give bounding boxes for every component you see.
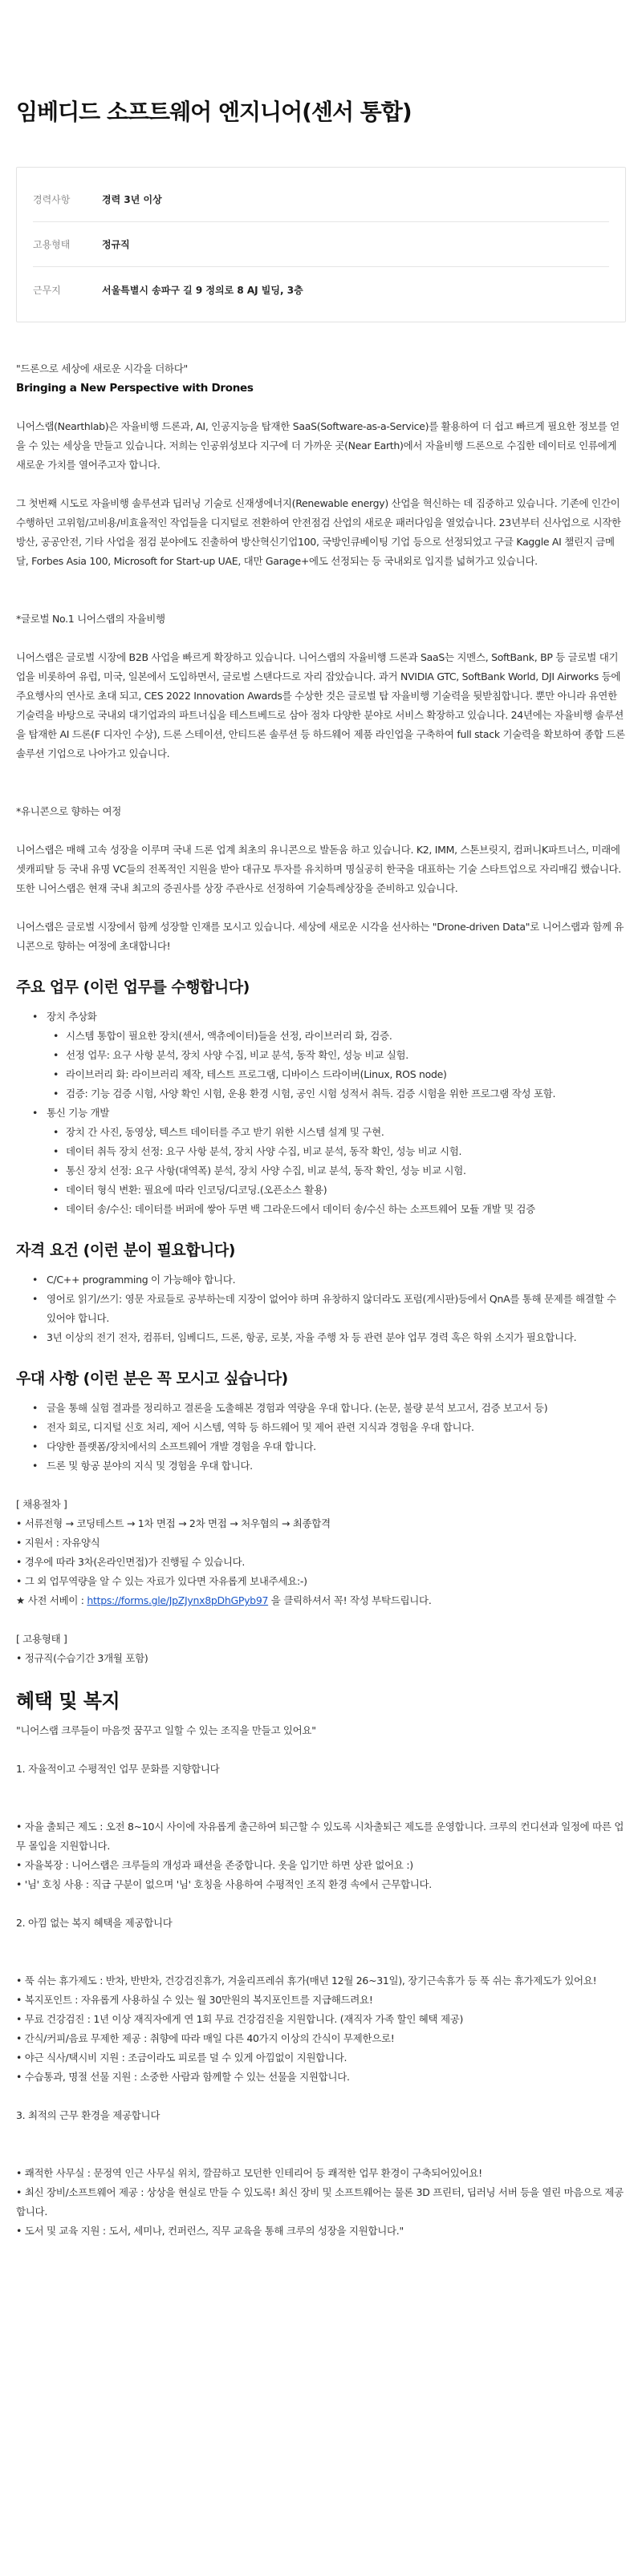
duty-sublist bbox=[47, 1027, 626, 1104]
info-value: 정규직 bbox=[102, 239, 130, 250]
preferred-list bbox=[16, 1399, 626, 1476]
benefit-item: • 야근 식사/택시비 지원 : 조금이라도 피로를 덜 수 있게 아낌없이 지원합니다. bbox=[16, 2051, 347, 2064]
unicorn-paragraph: 니어스랩은 매해 고속 성장을 이루며 국내 드론 업계 최초의 유니콘으로 발돋움 하고 있습니다. K2, IMM, 스톤브릿지, 컴퍼니K파트너스, 미래에셋캐피탈 등 국내 유명 VC들의 전폭적인 지원을 받아 대규모 투자를 유치하며 명실공히 한국을 대표하는 기술 스타트업으로 자리매김 했습니다. 또한 니어스랩은 현재 국내 최고의 증권사를 상장 주관사로 선정하여 기술특례상장을 준비하고 있습니다. bbox=[16, 844, 621, 894]
info-row-career bbox=[33, 177, 609, 222]
process-line: • 지원서 : 자유양식 bbox=[16, 1537, 100, 1549]
employment-heading: [ 고용형태 ] bbox=[16, 1633, 67, 1645]
section-heading: *유니콘으로 향하는 여정 bbox=[16, 805, 122, 817]
list-item: • 3년 이상의 전기 전자, 컴퓨터, 임베디드, 드론, 항공, 로봇, 자율 주행 차 등 관련 분야 업무 경력 혹은 학위 소지가 필요합니다. bbox=[16, 1328, 626, 1347]
list-item: • 선정 업무: 요구 사항 분석, 장치 사양 수집, 비교 분석, 동작 확인, 성능 비교 실험. bbox=[47, 1046, 626, 1065]
list-item: • 전자 회로, 디지털 신호 처리, 제어 시스템, 역학 등 하드웨어 및 제어 관련 지식과 경험을 우대 합니다. bbox=[16, 1418, 626, 1437]
section-heading: *글로벌 No.1 니어스랩의 자율비행 bbox=[16, 613, 165, 625]
list-item: • 글을 통해 실험 결과를 정리하고 결론을 도출해본 경험과 역량을 우대 합니다. (논문, 불량 분석 보고서, 검증 보고서 등) bbox=[16, 1399, 626, 1418]
benefit-item: • 최신 장비/소프트웨어 제공 : 상상을 현실로 만들 수 있도록! 최신 장비 및 소프트웨어는 물론 3D 프린터, 딥러닝 서버 등을 열린 마음으로 제공합니다. bbox=[16, 2186, 624, 2218]
benefit-item: • 도서 및 교육 지원 : 도서, 세미나, 컨퍼런스, 직무 교육을 통해 크루의 성장을 지원합니다." bbox=[16, 2225, 404, 2237]
benefits-section-title: 2. 아낌 없는 복지 혜택을 제공합니다 bbox=[16, 1917, 173, 1929]
process-line: • 경우에 따라 3차(온라인면접)가 진행될 수 있습니다. bbox=[16, 1556, 246, 1568]
intro-quote: "드론으로 세상에 새로운 시각을 더하다" bbox=[16, 363, 188, 375]
survey-note: 을 클릭하셔서 꼭! 작성 부탁드립니다. bbox=[268, 1594, 432, 1606]
job-info-box bbox=[16, 167, 626, 322]
list-item: • 데이터 송/수신: 데이터를 버퍼에 쌓아 두면 백 그라운드에서 데이터 송/수신 하는 소프트웨어 모듈 개발 및 검증 bbox=[47, 1200, 626, 1219]
info-value: 서울특별시 송파구 길 9 정의로 8 AJ 빌딩, 3층 bbox=[102, 284, 303, 296]
preferred-heading: 우대 사항 (이런 분은 꼭 모시고 싶습니다) bbox=[16, 1370, 288, 1387]
survey-label: ★ 사전 서베이 : bbox=[16, 1594, 87, 1606]
process-heading: [ 채용절차 ] bbox=[16, 1498, 67, 1510]
intro-paragraph: 니어스랩(Nearthlab)은 자율비행 드론과, AI, 인공지능을 탑재한 SaaS(Software-as-a-Service)를 활용하여 더 쉽고 빠르게 필요한 정보를 얻을 수 있는 세상을 만들고 있습니다. 저희는 인공위성보다 지구에 더 가까운 곳(Near Earth)에서 자율비행 드론으로 수집한 데이터로 인류에게 새로운 가치를 열어주고자 합니다. bbox=[16, 420, 620, 471]
benefits-quote: "니어스랩 크루들이 마음껏 꿈꾸고 일할 수 있는 조직을 만들고 있어요" bbox=[16, 1724, 316, 1736]
list-item: • 데이터 취득 장치 선정: 요구 사항 분석, 장치 사양 수집, 비교 분석, 동작 확인, 성능 비교 시험. bbox=[47, 1142, 626, 1161]
benefit-item: • 자율복장 : 니어스랩은 크루들의 개성과 패션을 존중합니다. 옷을 입기만 하면 상관 없어요 :) bbox=[16, 1859, 413, 1871]
list-item: • 라이브러리 화: 라이브러리 제작, 테스트 프로그램, 디바이스 드라이버(Linux, ROS node) bbox=[47, 1065, 626, 1084]
requirements-heading: 자격 요건 (이런 분이 필요합니다) bbox=[16, 1241, 235, 1259]
duty-group-title: 장치 추상화 bbox=[47, 1011, 97, 1023]
list-item: • 통신 장치 선정: 요구 사항(대역폭) 분석, 장치 사양 수집, 비교 분석, 동작 확인, 성능 비교 시험. bbox=[47, 1161, 626, 1181]
list-item: • 다양한 플랫폼/장치에서의 소프트웨어 개발 경험을 우대 합니다. bbox=[16, 1437, 626, 1456]
info-row-location bbox=[33, 267, 609, 312]
requirements-list bbox=[16, 1270, 626, 1347]
info-label: 고용형태 bbox=[33, 239, 71, 250]
duties-heading: 주요 업무 (이런 업무를 수행합니다) bbox=[16, 978, 250, 996]
survey-line bbox=[16, 1591, 626, 1610]
list-item: • 장치 간 사진, 동영상, 텍스트 데이터를 주고 받기 위한 시스템 설계 및 구현. bbox=[47, 1123, 626, 1142]
benefit-item: • 복지포인트 : 자유롭게 사용하실 수 있는 월 30만원의 복지포인트를 지급해드려요! bbox=[16, 1994, 373, 2006]
intro-slogan: Bringing a New Perspective with Drones bbox=[16, 382, 254, 395]
list-item: • 영어로 읽기/쓰기: 영문 자료들로 공부하는데 지장이 없어야 하며 유창하지 않더라도 포럼(게시판)등에서 QnA를 통해 문제를 해결할 수 있어야 합니다. bbox=[16, 1290, 626, 1328]
intro-paragraph: 그 첫번째 시도로 자율비행 솔루션과 딥러닝 기술로 신재생에너지(Renewable energy) 산업을 혁신하는 데 집중하고 있습니다. 기존에 인간이 수행하던 고위험/고비용/비효율적인 작업들을 디지털로 전환하여 안전점검 산업의 새로운 패러다임을 열었습니다. 23년부터 신사업으로 시작한 방산, 공공안전, 기타 사업을 점검 분야에도 진출하여 방산혁신기업100, 국방인큐베이팅 기업 등으로 선정되었고 구글 Kaggle AI 챌린지 금메달, Forbes Asia 100, Microsoft for Start-up UAE, 대만 Garage+에도 선정되는 등 국내외로 입지를 넓혀가고 있습니다. bbox=[16, 497, 621, 567]
employment-line: • 정규직(수습기간 3개월 포함) bbox=[16, 1652, 148, 1664]
job-posting-page bbox=[0, 96, 642, 2241]
list-item: • C/C++ programming 이 가능해야 합니다. bbox=[16, 1270, 626, 1290]
duty-sublist bbox=[47, 1123, 626, 1219]
survey-link[interactable]: https://forms.gle/JpZJynx8pDhGPyb97 bbox=[87, 1594, 269, 1606]
list-item: • 검증: 기능 검증 시험, 사양 확인 시험, 운용 환경 시험, 공인 시험 성적서 취득. 검증 시험을 위한 프로그램 작성 포함. bbox=[47, 1084, 626, 1104]
benefits-heading: 혜택 및 복지 bbox=[16, 1690, 120, 1712]
global-paragraph: 니어스랩은 글로벌 시장에 B2B 사업을 빠르게 확장하고 있습니다. 니어스랩의 자율비행 드론과 SaaS는 지멘스, SoftBank, BP 등 글로벌 대기업을 비롯하여 유럽, 미국, 일본에서 도입하면서, 글로벌 스탠다드로 자리 잡았습니다. 과거 NVIDIA GTC, SoftBank World, DJI Airworks 등에 주요행사의 연사로 초대 되고, CES 2022 Innovation Awards를 수상한 것은 글로벌 탑 자율비행 기술력을 뒷받침합니다. 뿐만 아니라 유연한 기술력을 바탕으로 국내외 대기업과의 파트너십을 테스트베드로 삼아 점차 다양한 분야로 서비스 확장하고 있습니다. 24년에는 자율비행 솔루션을 탑재한 AI 드론(F 디자인 수상), 드론 스테이션, 안티드론 솔루션 등 하드웨어 제품 라인업을 구축하여 full stack 기술력을 확보하여 종합 드론 솔루션 기업으로 나아가고 있습니다. bbox=[16, 651, 625, 759]
job-title: 임베디드 소프트웨어 엔지니어(센서 통합) bbox=[16, 99, 412, 125]
job-description bbox=[16, 359, 626, 2241]
list-item bbox=[16, 1104, 626, 1219]
list-item bbox=[16, 1007, 626, 1104]
benefits-section-title: 1. 자율적이고 수평적인 업무 문화를 지향합니다 bbox=[16, 1763, 220, 1775]
unicorn-paragraph: 니어스랩은 글로벌 시장에서 함께 성장할 인재를 모시고 있습니다. 세상에 새로운 시각을 선사하는 "Drone-driven Data"로 니어스랩과 함께 유니콘으로 향하는 여정에 초대합니다! bbox=[16, 921, 624, 952]
duty-group-title: 통신 기능 개발 bbox=[47, 1107, 109, 1119]
benefit-item: • 푹 쉬는 휴가제도 : 반차, 반반차, 건강검진휴가, 겨울리프레쉬 휴가(매년 12월 26~31일), 장기근속휴가 등 푹 쉬는 휴가제도가 있어요! bbox=[16, 1975, 597, 1987]
info-value: 경력 3년 이상 bbox=[102, 194, 162, 205]
list-item: • 드론 및 항공 분야의 지식 및 경험을 우대 합니다. bbox=[16, 1456, 626, 1476]
list-item: • 데이터 형식 변환: 필요에 따라 인코딩/디코딩.(오픈소스 활용) bbox=[47, 1181, 626, 1200]
process-line: • 그 외 업무역량을 알 수 있는 자료가 있다면 자유롭게 보내주세요:-) bbox=[16, 1575, 307, 1587]
duties-list bbox=[16, 1007, 626, 1219]
info-label: 근무지 bbox=[33, 284, 61, 296]
info-label: 경력사항 bbox=[33, 194, 71, 205]
benefit-item: • 수습통과, 명절 선물 지원 : 소중한 사람과 함께할 수 있는 선물을 지원합니다. bbox=[16, 2071, 350, 2083]
benefit-item: • 무료 건강검진 : 1년 이상 재직자에게 연 1회 무료 건강검진을 지원합니다. (재직자 가족 할인 혜택 제공) bbox=[16, 2013, 464, 2025]
benefit-item: • 자율 출퇴근 제도 : 오전 8~10시 사이에 자유롭게 출근하여 퇴근할 수 있도록 시차출퇴근 제도를 운영합니다. 크루의 컨디션과 일정에 따른 업무 몰입을 지원합니다. bbox=[16, 1821, 624, 1852]
process-steps: • 서류전형 → 코딩테스트 → 1차 면접 → 2차 면접 → 처우협의 → 최종합격 bbox=[16, 1517, 331, 1529]
benefits-section-title: 3. 최적의 근무 환경을 제공합니다 bbox=[16, 2109, 160, 2121]
benefit-item: • 쾌적한 사무실 : 문정역 인근 사무실 위치, 깔끔하고 모던한 인테리어 등 쾌적한 업무 환경이 구축되어있어요! bbox=[16, 2167, 482, 2179]
list-item: • 시스템 통합이 필요한 장치(센서, 액츄에이터)들을 선정, 라이브러리 화, 검증. bbox=[47, 1027, 626, 1046]
benefit-item: • 간식/커피/음료 무제한 제공 : 취향에 따라 매일 다른 40가지 이상의 간식이 무제한으로! bbox=[16, 2032, 395, 2044]
info-row-employment bbox=[33, 222, 609, 267]
benefit-item: • '님' 호칭 사용 : 직급 구분이 없으며 '님' 호칭을 사용하여 수평적인 조직 환경 속에서 근무합니다. bbox=[16, 1878, 432, 1890]
